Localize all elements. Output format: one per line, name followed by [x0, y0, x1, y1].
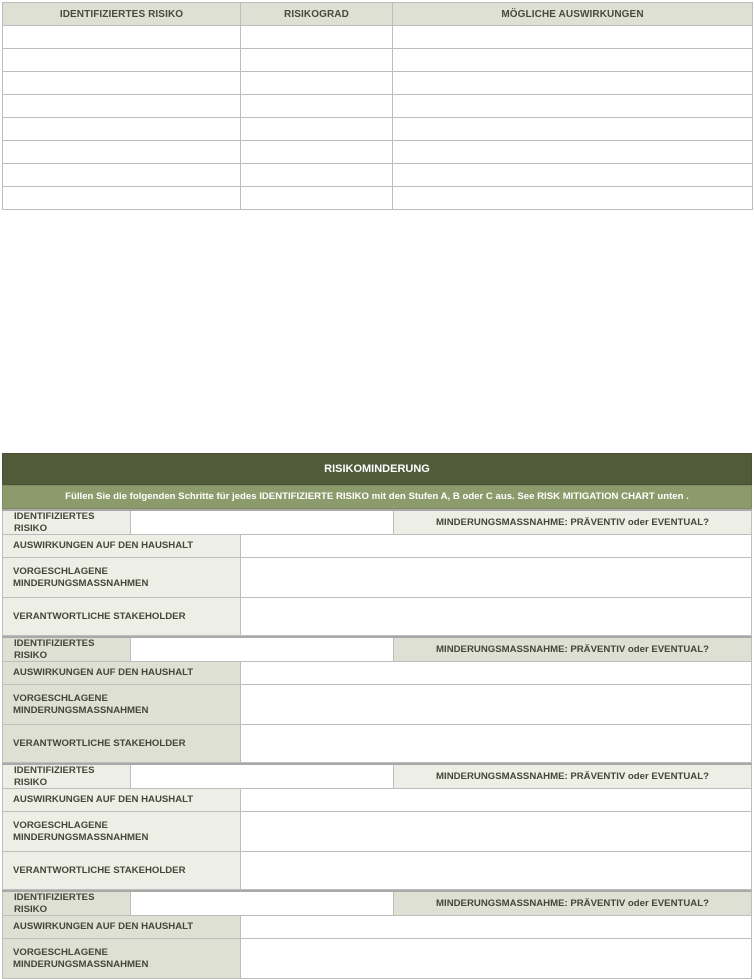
impact-cell[interactable] [393, 26, 753, 49]
impact-cell[interactable] [393, 72, 753, 95]
risk-table-header [3, 3, 753, 26]
risk-table-body [3, 26, 753, 210]
header-risk-level: RISIKOGRAD [241, 3, 393, 26]
identified-risk-label: IDENTIFIZIERTES RISIKO [3, 511, 131, 534]
stakeholders-label: VERANTWORTLICHE STAKEHOLDER [3, 852, 241, 889]
risk-cell[interactable] [3, 95, 241, 118]
mitigation-block [2, 890, 752, 979]
measure-type-label: MINDERUNGSMASSNAHME: PRÄVENTIV oder EVENTUAL? [394, 892, 751, 915]
mitigation-block [2, 636, 752, 763]
impact-cell[interactable] [393, 95, 753, 118]
risk-cell[interactable] [3, 118, 241, 141]
impact-cell[interactable] [393, 118, 753, 141]
mitigation-title: RISIKOMINDERUNG [2, 453, 752, 485]
impact-cell[interactable] [393, 164, 753, 187]
identified-risk-label: IDENTIFIZIERTES RISIKO [3, 765, 131, 788]
budget-impact-input[interactable] [241, 535, 751, 557]
proposed-measures-label: VORGESCHLAGENE MINDERUNGSMASSNAHMEN [3, 685, 241, 724]
table-row [3, 118, 753, 141]
measure-type-label: MINDERUNGSMASSNAHME: PRÄVENTIV oder EVENTUAL? [394, 638, 751, 661]
risk-cell[interactable] [3, 49, 241, 72]
budget-impact-label: AUSWIRKUNGEN AUF DEN HAUSHALT [3, 662, 241, 684]
level-cell[interactable] [241, 72, 393, 95]
mitigation-section [2, 453, 752, 979]
proposed-measures-label: VORGESCHLAGENE MINDERUNGSMASSNAHMEN [3, 939, 241, 978]
impact-cell[interactable] [393, 187, 753, 210]
stakeholders-label: VERANTWORTLICHE STAKEHOLDER [3, 598, 241, 635]
proposed-measures-input[interactable] [241, 685, 751, 724]
identified-risk-input[interactable] [131, 638, 394, 661]
identified-risk-input[interactable] [131, 765, 394, 788]
level-cell[interactable] [241, 164, 393, 187]
table-row [3, 49, 753, 72]
proposed-measures-input[interactable] [241, 558, 751, 597]
identified-risk-label: IDENTIFIZIERTES RISIKO [3, 638, 131, 661]
risk-cell[interactable] [3, 72, 241, 95]
budget-impact-input[interactable] [241, 916, 751, 938]
budget-impact-input[interactable] [241, 662, 751, 684]
identified-risk-input[interactable] [131, 511, 394, 534]
stakeholders-input[interactable] [241, 725, 751, 762]
stakeholders-input[interactable] [241, 852, 751, 889]
table-row [3, 187, 753, 210]
table-row [3, 26, 753, 49]
measure-type-label: MINDERUNGSMASSNAHME: PRÄVENTIV oder EVENTUAL? [394, 511, 751, 534]
table-row [3, 164, 753, 187]
mitigation-block [2, 509, 752, 636]
risk-table [2, 2, 753, 210]
identified-risk-input[interactable] [131, 892, 394, 915]
risk-cell[interactable] [3, 164, 241, 187]
level-cell[interactable] [241, 49, 393, 72]
mitigation-instructions: Füllen Sie die folgenden Schritte für jedes IDENTIFIZIERTE RISIKO mit den Stufen A, B oder C aus. See RISK MITIGATION CHART unten . [2, 485, 752, 509]
budget-impact-label: AUSWIRKUNGEN AUF DEN HAUSHALT [3, 535, 241, 557]
header-possible-impact: MÖGLICHE AUSWIRKUNGEN [393, 3, 753, 26]
risk-cell[interactable] [3, 26, 241, 49]
proposed-measures-input[interactable] [241, 939, 751, 978]
stakeholders-label: VERANTWORTLICHE STAKEHOLDER [3, 725, 241, 762]
budget-impact-input[interactable] [241, 789, 751, 811]
level-cell[interactable] [241, 118, 393, 141]
proposed-measures-input[interactable] [241, 812, 751, 851]
budget-impact-label: AUSWIRKUNGEN AUF DEN HAUSHALT [3, 789, 241, 811]
measure-type-label: MINDERUNGSMASSNAHME: PRÄVENTIV oder EVENTUAL? [394, 765, 751, 788]
level-cell[interactable] [241, 95, 393, 118]
table-row [3, 141, 753, 164]
level-cell[interactable] [241, 26, 393, 49]
level-cell[interactable] [241, 141, 393, 164]
impact-cell[interactable] [393, 141, 753, 164]
level-cell[interactable] [241, 187, 393, 210]
risk-cell[interactable] [3, 187, 241, 210]
impact-cell[interactable] [393, 49, 753, 72]
budget-impact-label: AUSWIRKUNGEN AUF DEN HAUSHALT [3, 916, 241, 938]
header-identified-risk: IDENTIFIZIERTES RISIKO [3, 3, 241, 26]
stakeholders-input[interactable] [241, 598, 751, 635]
mitigation-block [2, 763, 752, 890]
risk-cell[interactable] [3, 141, 241, 164]
proposed-measures-label: VORGESCHLAGENE MINDERUNGSMASSNAHMEN [3, 812, 241, 851]
table-row [3, 72, 753, 95]
proposed-measures-label: VORGESCHLAGENE MINDERUNGSMASSNAHMEN [3, 558, 241, 597]
table-row [3, 95, 753, 118]
identified-risk-label: IDENTIFIZIERTES RISIKO [3, 892, 131, 915]
